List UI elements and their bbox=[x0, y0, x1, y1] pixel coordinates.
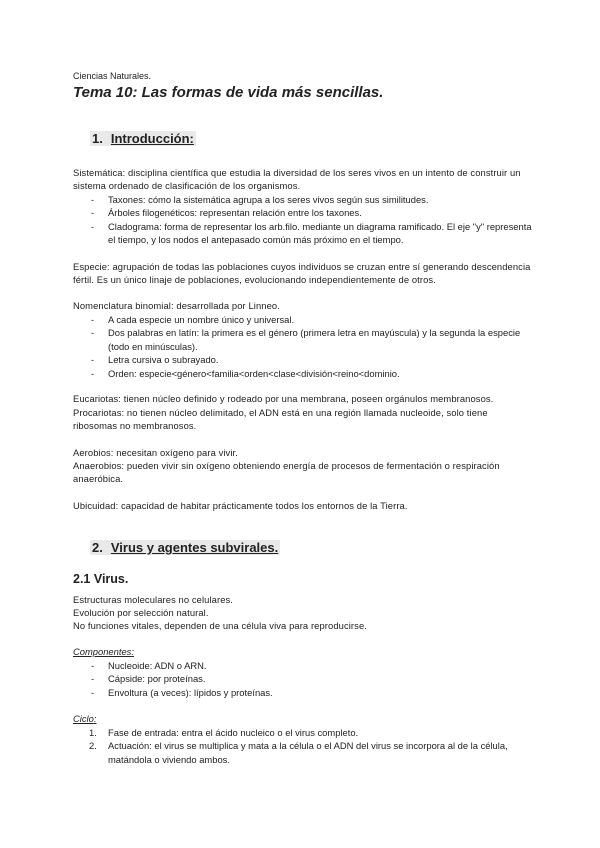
ubicuidad-paragraph: Ubicuidad: capacidad de habitar prácticamente todos los entornos de la Tierra. bbox=[73, 500, 408, 511]
componentes-label: Componentes: bbox=[73, 646, 134, 657]
section-1-number: 1. bbox=[92, 131, 103, 146]
list-item: - Envoltura (a veces): lípidos y proteínas. bbox=[91, 686, 273, 698]
section-2-number: 2. bbox=[92, 540, 103, 555]
section-1-heading bbox=[90, 131, 196, 146]
list-item: - Letra cursiva o subrayado. bbox=[91, 354, 219, 366]
list-item: - Dos palabras en latín: la primera es el género (primera letra en mayúscula) y la segunda la especie (todo en minúsculas). bbox=[91, 327, 521, 352]
subject-line: Ciencias Naturales. bbox=[73, 71, 152, 81]
anaerobios-paragraph: Anaerobios: pueden vivir sin oxígeno obteniendo energía de procesos de fermentación o respiración anaeróbica. bbox=[73, 460, 500, 485]
especie-paragraph: Especie: agrupación de todas las poblaciones cuyos individuos se cruzan entre sí generando descendencia fértil. Es un único linaje de poblaciones, evolucionando independientemente de otros. bbox=[73, 261, 531, 286]
list-item: - Árboles filogenéticos: representan relación entre los taxones. bbox=[91, 207, 362, 219]
nomenclatura-list bbox=[73, 313, 533, 380]
list-item: - Cápside: por proteínas. bbox=[91, 673, 206, 685]
ciclo-label: Ciclo: bbox=[73, 713, 97, 724]
list-item: - Orden: especie<género<familia<orden<clase<división<reino<dominio. bbox=[91, 367, 400, 379]
subsection-heading: 2.1 Virus. bbox=[73, 572, 129, 586]
sistematica-paragraph: Sistemática: disciplina científica que estudia la diversidad de los seres vivos en un intento de construir un sistema ordenado de clasificación de los organismos. bbox=[73, 167, 521, 192]
ciclo-list bbox=[73, 726, 533, 766]
nomenclatura-paragraph: Nomenclatura binomial: desarrollada por Linneo. bbox=[73, 300, 280, 311]
virus-intro-line: No funciones vitales, dependen de una célula viva para reproducirse. bbox=[73, 620, 367, 631]
page-title: Tema 10: Las formas de vida más sencillas. bbox=[73, 84, 384, 101]
list-item: - Cladograma: forma de representar los arb.filo. mediante un diagrama ramificado. El eje "y" representa el tiempo, y los nodos el antepasado común más próximo en el tiempo. bbox=[91, 220, 532, 246]
sistematica-list bbox=[73, 193, 533, 247]
aerobios-paragraph: Aerobios: necesitan oxígeno para vivir. bbox=[73, 447, 238, 458]
section-2-title: Virus y agentes subvirales. bbox=[110, 540, 279, 555]
list-item: - Nucleoide: ADN o ARN. bbox=[91, 660, 207, 671]
section-2-heading bbox=[90, 540, 280, 555]
list-item: 2. Actuación: el virus se multiplica y mata a la célula o el ADN del virus se incorpora al de la célula, matándola o viviendo ambos. bbox=[89, 740, 508, 765]
procariotas-paragraph: Procariotas: no tienen núcleo delimitado, el ADN está en una región llamada nucleoide, solo tiene ribosomas no membranosos. bbox=[73, 407, 488, 432]
eucariotas-paragraph: Eucariotas: tienen núcleo definido y rodeado por una membrana, poseen orgánulos membranosos. bbox=[73, 393, 494, 404]
componentes-list bbox=[73, 659, 533, 699]
list-item: - A cada especie un nombre único y universal. bbox=[91, 314, 295, 325]
list-item: 1. Fase de entrada: entra el ácido nucleico o el virus completo. bbox=[89, 727, 359, 738]
virus-intro-line: Estructuras moleculares no celulares. bbox=[73, 594, 234, 605]
virus-intro-line: Evolución por selección natural. bbox=[73, 607, 209, 618]
list-item: - Taxones: cómo la sistemática agrupa a los seres vivos según sus similitudes. bbox=[91, 194, 429, 205]
section-1-title: Introducción: bbox=[110, 131, 194, 146]
